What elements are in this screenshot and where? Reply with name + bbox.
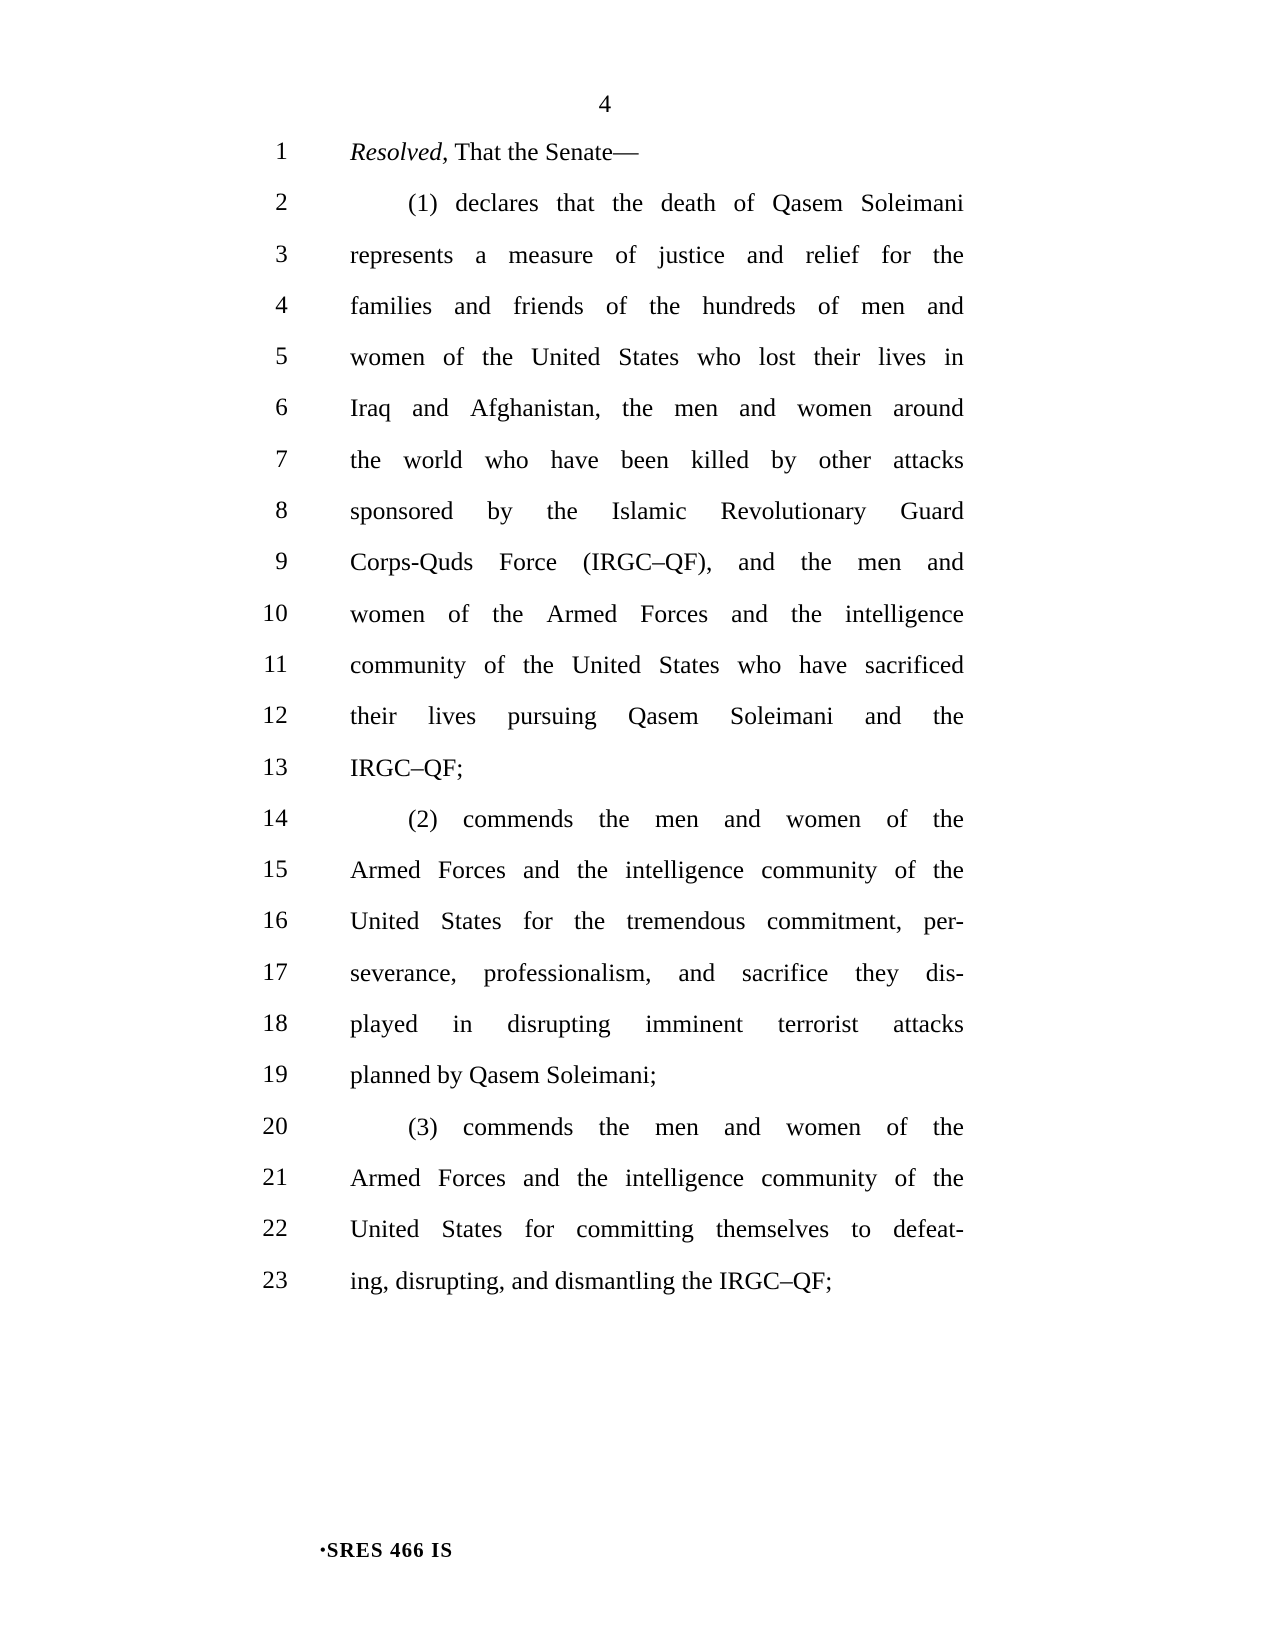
line-text xyxy=(350,650,964,680)
line-word: and xyxy=(678,957,716,987)
line-number: 20 xyxy=(262,1112,288,1140)
line-word: the xyxy=(492,598,524,628)
line-number: 1 xyxy=(275,138,288,165)
line-word: intelligence xyxy=(625,855,745,885)
line-word: the xyxy=(350,444,382,474)
line-word: lives xyxy=(428,701,477,731)
line-word: who xyxy=(697,342,741,372)
line-number: 12 xyxy=(262,702,288,730)
line-word: Forces xyxy=(437,1162,506,1192)
line-word: and xyxy=(522,855,560,885)
line-text: ing, disrupting, and dismantling the IRGC–QF; xyxy=(350,1265,833,1295)
line-word: intelligence xyxy=(845,598,964,628)
line-word: themselves xyxy=(715,1214,830,1244)
line-number: 21 xyxy=(262,1163,288,1191)
line-word: the xyxy=(932,239,964,269)
line-word: to xyxy=(851,1214,872,1244)
resolution-line xyxy=(0,493,1275,544)
line-number: 19 xyxy=(262,1061,288,1089)
line-word: Qasem xyxy=(627,701,699,731)
line-word: the xyxy=(522,649,554,679)
line-word: Qasem xyxy=(772,188,844,218)
line-word: (IRGC–QF), xyxy=(582,547,713,577)
line-word: in xyxy=(944,342,964,372)
line-text xyxy=(350,1214,964,1244)
line-word: who xyxy=(484,444,529,474)
line-word: the xyxy=(932,1162,964,1192)
resolution-line xyxy=(0,852,1275,903)
line-word: their xyxy=(350,701,397,731)
line-word: the xyxy=(932,855,964,885)
line-word: justice xyxy=(658,239,725,269)
line-text xyxy=(350,445,964,475)
line-word: of xyxy=(894,855,916,885)
line-word: world xyxy=(403,444,463,474)
line-word: Forces xyxy=(437,855,506,885)
line-word: around xyxy=(893,393,964,423)
line-word: the xyxy=(649,290,681,320)
line-word: Soleimani xyxy=(860,188,964,218)
line-text: planned by Qasem Soleimani; xyxy=(350,1060,657,1090)
line-word: women xyxy=(786,803,862,833)
line-word: attacks xyxy=(893,1009,964,1039)
line-word: women xyxy=(350,342,426,372)
line-word: the xyxy=(800,547,832,577)
line-word: and xyxy=(522,1162,560,1192)
line-word: have xyxy=(550,444,599,474)
line-word: the xyxy=(932,803,964,833)
line-word: the xyxy=(598,1111,630,1141)
line-word: their xyxy=(813,342,861,372)
line-word: commends xyxy=(462,803,574,833)
line-word: disrupting xyxy=(507,1009,611,1039)
line-word: death xyxy=(660,188,716,218)
line-word: and xyxy=(724,803,761,833)
line-word: dis- xyxy=(925,957,964,987)
line-word: Revolutionary xyxy=(720,496,867,526)
line-word: men xyxy=(861,290,906,320)
line-word: intelligence xyxy=(625,1162,745,1192)
resolution-line xyxy=(0,955,1275,1006)
line-word: have xyxy=(799,649,848,679)
line-word: of xyxy=(894,1162,916,1192)
line-number: 3 xyxy=(275,240,288,268)
resolution-line xyxy=(0,1160,1275,1211)
line-word: of xyxy=(886,1111,908,1141)
resolution-line xyxy=(0,903,1275,954)
line-word: men xyxy=(654,1111,699,1141)
line-word: professionalism, xyxy=(483,957,652,987)
resolution-line xyxy=(0,185,1275,236)
line-word: Islamic xyxy=(611,496,687,526)
resolved-keyword: Resolved, xyxy=(350,137,449,166)
line-word: the xyxy=(612,188,644,218)
line-word: and xyxy=(724,1111,761,1141)
line-number: 7 xyxy=(275,445,288,473)
resolution-line xyxy=(0,596,1275,647)
line-word: Armed xyxy=(546,598,618,628)
line-word: and xyxy=(927,290,964,320)
line-word: Iraq xyxy=(350,393,392,423)
line-word: the xyxy=(790,598,823,628)
resolution-line xyxy=(0,1211,1275,1262)
line-number: 17 xyxy=(262,958,288,986)
line-word: tremendous xyxy=(626,906,746,936)
line-word: and xyxy=(746,239,784,269)
line-text xyxy=(350,1163,964,1193)
line-word: States xyxy=(618,342,680,372)
line-text xyxy=(350,599,964,629)
line-word: sacrificed xyxy=(864,649,964,679)
line-word: and xyxy=(412,393,449,423)
line-text xyxy=(350,137,964,167)
line-word: for xyxy=(522,906,553,936)
line-word: commends xyxy=(462,1111,574,1141)
line-word: community xyxy=(761,855,878,885)
line-word: and xyxy=(731,598,768,628)
line-word: (2) xyxy=(408,803,438,833)
line-text xyxy=(350,547,964,577)
line-text xyxy=(350,1009,964,1039)
line-word: represents xyxy=(350,239,454,269)
line-word: attacks xyxy=(893,444,964,474)
resolution-line xyxy=(0,237,1275,288)
line-word: the xyxy=(574,906,606,936)
line-word: per- xyxy=(923,906,964,936)
line-text xyxy=(350,855,964,885)
line-word: families xyxy=(350,290,433,320)
line-word: United xyxy=(350,1214,420,1244)
line-word: other xyxy=(818,444,872,474)
line-word: measure xyxy=(508,239,594,269)
line-number: 13 xyxy=(262,753,288,781)
line-word: of xyxy=(615,239,637,269)
line-word: of xyxy=(605,290,628,320)
line-word: the xyxy=(576,855,609,885)
line-word: relief xyxy=(805,239,860,269)
line-text xyxy=(350,291,964,321)
resolution-line xyxy=(0,134,1275,185)
line-word: terrorist xyxy=(777,1009,859,1039)
line-text xyxy=(408,188,964,218)
line-text xyxy=(408,1112,964,1142)
resolution-line xyxy=(0,698,1275,749)
line-text xyxy=(350,701,964,731)
line-word: in xyxy=(452,1009,473,1039)
line-word: for xyxy=(881,239,911,269)
document-footer xyxy=(320,1538,453,1563)
line-word: and xyxy=(864,701,902,731)
line-word: by xyxy=(487,496,513,526)
line-word: of xyxy=(886,803,908,833)
line-word: Afghanistan, xyxy=(469,393,601,423)
line-word: for xyxy=(524,1214,555,1244)
line-word: of xyxy=(448,598,470,628)
line-word: States xyxy=(440,906,502,936)
line-word: of xyxy=(442,342,465,372)
line-word: men xyxy=(674,393,719,423)
line-number: 10 xyxy=(262,599,288,627)
line-word: Armed xyxy=(350,1162,421,1192)
resolution-line xyxy=(0,1109,1275,1160)
line-word: Force xyxy=(498,547,558,577)
line-text xyxy=(350,496,964,526)
page-number: 4 xyxy=(598,91,612,118)
line-word: women xyxy=(796,393,873,423)
line-text xyxy=(350,342,964,372)
line-word: commitment, xyxy=(766,906,903,936)
line-word: Armed xyxy=(350,855,421,885)
line-word: and xyxy=(454,290,491,320)
resolution-line xyxy=(0,544,1275,595)
line-word: men xyxy=(857,547,902,577)
resolution-line xyxy=(0,647,1275,698)
resolution-body xyxy=(0,134,1275,1314)
line-word: played xyxy=(350,1009,418,1039)
line-word: (1) xyxy=(408,188,438,218)
resolution-line xyxy=(0,801,1275,852)
line-word: committing xyxy=(576,1214,694,1244)
line-number: 23 xyxy=(262,1266,288,1294)
line-number: 15 xyxy=(262,856,288,884)
line-word: the xyxy=(932,1111,964,1141)
line-word: the xyxy=(546,496,578,526)
line-number: 8 xyxy=(275,497,288,525)
line-word: lost xyxy=(758,342,796,372)
resolution-line xyxy=(0,339,1275,390)
resolution-line xyxy=(0,288,1275,339)
resolution-line xyxy=(0,1263,1275,1314)
line-word: United xyxy=(350,906,420,936)
line-number: 4 xyxy=(275,291,288,319)
line-word: States xyxy=(441,1214,503,1244)
line-word: the xyxy=(482,342,514,372)
line-word: and xyxy=(927,547,964,577)
line-word: been xyxy=(620,444,669,474)
line-text xyxy=(350,958,964,988)
line-word: the xyxy=(598,803,630,833)
line-text-rest: That the Senate— xyxy=(448,137,639,166)
line-word: men xyxy=(654,803,699,833)
line-word: of xyxy=(733,188,755,218)
line-word: lives xyxy=(878,342,927,372)
line-word: that xyxy=(556,188,595,218)
line-word: of xyxy=(483,649,506,679)
line-number: 5 xyxy=(275,343,288,371)
line-number: 2 xyxy=(275,189,288,217)
line-number: 22 xyxy=(262,1215,288,1243)
line-word: severance, xyxy=(350,957,457,987)
line-word: women xyxy=(350,598,426,628)
line-word: United xyxy=(531,342,601,372)
line-word: (3) xyxy=(408,1111,438,1141)
resolution-line xyxy=(0,442,1275,493)
line-number: 14 xyxy=(262,804,288,832)
line-word: Soleimani xyxy=(730,701,834,731)
line-word: of xyxy=(817,290,840,320)
line-word: a xyxy=(475,239,487,269)
line-word: United xyxy=(571,649,642,679)
line-number: 9 xyxy=(275,548,288,576)
line-text xyxy=(350,393,964,423)
line-word: Forces xyxy=(640,598,709,628)
line-word: they xyxy=(855,957,899,987)
line-word: Corps-Quds xyxy=(350,547,474,577)
line-word: friends xyxy=(513,290,584,320)
footer-label: SRES 466 IS xyxy=(326,1538,454,1562)
resolution-line xyxy=(0,390,1275,441)
line-word: sacrifice xyxy=(741,957,829,987)
line-word: defeat- xyxy=(893,1214,964,1244)
line-word: and xyxy=(738,547,775,577)
line-word: by xyxy=(771,444,797,474)
line-word: the xyxy=(932,701,964,731)
line-word: the xyxy=(576,1162,609,1192)
line-word: Guard xyxy=(900,496,964,526)
line-word: who xyxy=(737,649,782,679)
line-word: the xyxy=(622,393,654,423)
line-number: 6 xyxy=(275,394,288,422)
line-word: killed xyxy=(691,444,750,474)
resolution-line xyxy=(0,1057,1275,1108)
line-word: community xyxy=(761,1162,878,1192)
bullet-icon: • xyxy=(320,1542,327,1559)
line-word: women xyxy=(786,1111,862,1141)
line-number: 16 xyxy=(262,907,288,935)
line-text xyxy=(408,804,964,834)
line-text xyxy=(350,240,964,270)
line-text xyxy=(350,906,964,936)
resolution-line xyxy=(0,1006,1275,1057)
line-word: declares xyxy=(455,188,539,218)
line-number: 11 xyxy=(263,650,288,678)
line-text: IRGC–QF; xyxy=(350,752,464,782)
line-word: pursuing xyxy=(507,701,597,731)
line-word: and xyxy=(739,393,776,423)
line-word: hundreds xyxy=(702,290,796,320)
line-word: sponsored xyxy=(350,496,454,526)
line-word: States xyxy=(658,649,720,679)
resolution-line xyxy=(0,750,1275,801)
line-number: 18 xyxy=(262,1010,288,1038)
line-word: imminent xyxy=(645,1009,744,1039)
line-word: community xyxy=(350,649,467,679)
